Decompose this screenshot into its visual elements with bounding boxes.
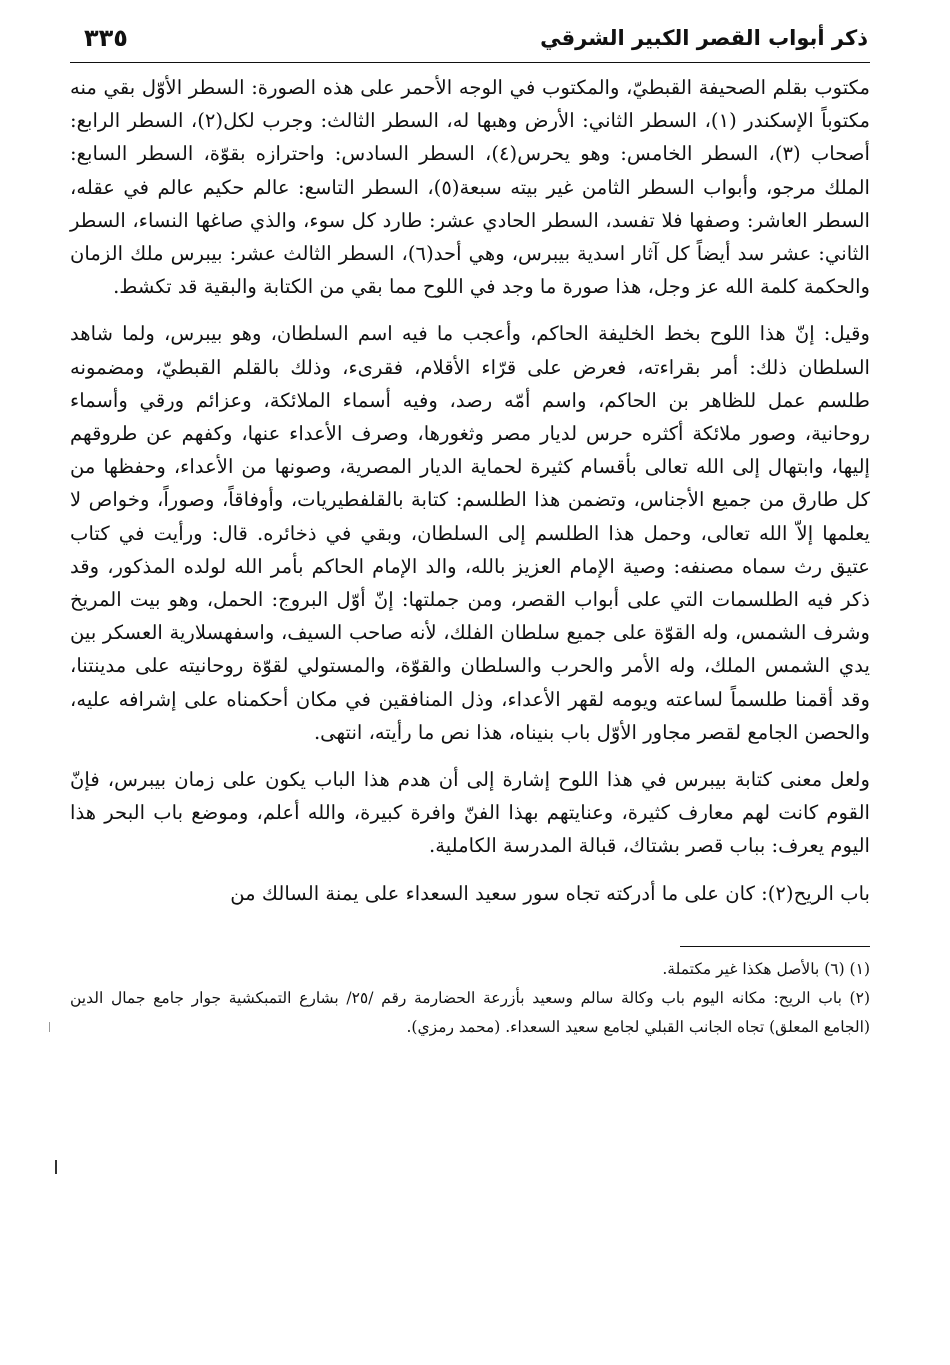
running-title: ذكر أبواب القصر الكبير الشرقي <box>540 26 868 50</box>
paragraph-baybars: ولعل معنى كتابة بيبرس في هذا اللوح إشارة إلى أن هدم هذا الباب يكون على زمان بيبرس، فإنّ القوم كانت لهم معارف كثيرة، وعنايتهم بهذا الفنّ وافرة كبيرة، والله أعلم، وموضع باب البحر هذا اليوم يعرف: بباب قصر بشتاك، قبالة المدرسة الكاملية. <box>70 768 870 858</box>
main-text <box>70 71 870 910</box>
paragraph-inscription: مكتوب بقلم الصحيفة القبطيّ، والمكتوب في الوجه الأحمر على هذه الصورة: السطر الأوّل بقي منه مكتوباً الإسكندر (١)، السطر الثاني: الأرض وهبها له، السطر الثالث: وجرب لكل(٢)، السطر الرابع: أصحاب (٣)، السطر الخامس: وهو يحرس(٤)، السطر السادس: واحترازه بقوّة، السطر السابع: الملك مرجو، وأبواب السطر الثامن غير بيته سبعة(٥)، السطر التاسع: عالم حكيم عالم في عقله، السطر العاشر: وصفها فلا تفسد، السطر الحادي عشر: طارد كل سوء، والذي صاغها النساء، السطر الثاني: عشر سد أيضاً كل آثار اسدية بيبرس، وهي أحد(٦)، السطر الثالث عشر: بيبرس ملك الزمان والحكمة كلمة الله عز وجل، هذا صورة ما وجد في اللوح مما بقي من الكتابة والبقية قد تكشط. <box>70 76 871 299</box>
paragraph-bab-al-rih: باب الريح(٢): كان على ما أدركته تجاه سور سعيد السعداء على يمنة السالك من <box>230 881 870 905</box>
paragraph-talisman: وقيل: إنّ هذا اللوح بخط الخليفة الحاكم، وأعجب ما فيه اسم السلطان، وهو بيبرس، ولما شاهد السلطان ذلك: أمر بقراءته، فعرض على قرّاء الأقلام، فقرىء، وذلك بالقلم القبطيّ، ومضمونه طلسم عمل للظاهر بن الحاكم، واسم أمّه رصد، وفيه أسماء الملائكة، وعزائم ورقي وأسماء روحانية، وصور ملائكة أكثره حرس لديار مصر وثغورها، وصرف الأعداء عنها، وكفهم عن طروقهم إليها، وابتهال إلى الله تعالى بأقسام كثيرة لحماية الديار المصرية، وصونها من الأعداء، وحفظها من كل طارق من جميع الأجناس، وتضمن هذا الطلسم: كتابة بالقلفطيريات، وأوفاقاً، وصوراً، وخواص لا يعلمها إلاّ الله تعالى، وحمل هذا الطلسم إلى السلطان، وبقي في ذخائره. قال: ورأيت في كتاب عتيق رث سماه مصنفه: وصية الإمام العزيز بالله، والد الإمام الحاكم بأمر الله لولده المذكور، وقد ذكر فيه الطلسمات التي على أبواب القصر، ومن جملتها: إنّ أوّل البروج: الحمل، وهو بيت المريخ وشرف الشمس، وله القوّة على جميع سلطان الفلك، لأنه صاحب السيف، واسفهسلارية العسكر بين يدي الشمس الملك، وله الأمر والحرب والسلطان والقوّة، والمستولي لقوّة روحانيته على مدينتنا، وقد أقمنا طلسماً لساعته ويومه لقهر الأعداء، وذل المنافقين في مكان أحكمناه على إشرافه عليه، والحصن الجامع لقصر مجاور الأوّل باب بنيناه، هذا نص ما رأيته، انتهى. <box>70 322 870 744</box>
footnote-divider <box>680 946 870 947</box>
footnote-2: (٢) باب الريح: مكانه اليوم باب وكالة سالم وسعيد بأزرعة الحضارمة رقم /٢٥/ بشارع التمبكشية جوار جامع جمال الدين (الجامع المعلق) تجاه الجانب القبلي لجامع سعيد السعداء. (محمد رمزي). <box>70 988 870 1036</box>
footnote-1: (١) (٦) بالأصل هكذا غير مكتملة. <box>662 959 870 978</box>
scan-margin-mark <box>49 1022 50 1032</box>
book-page <box>70 18 870 1338</box>
footnotes <box>70 955 870 1042</box>
running-header <box>70 18 870 63</box>
page-number: ٣٣٥ <box>84 24 128 52</box>
scan-margin-mark <box>55 1160 57 1174</box>
